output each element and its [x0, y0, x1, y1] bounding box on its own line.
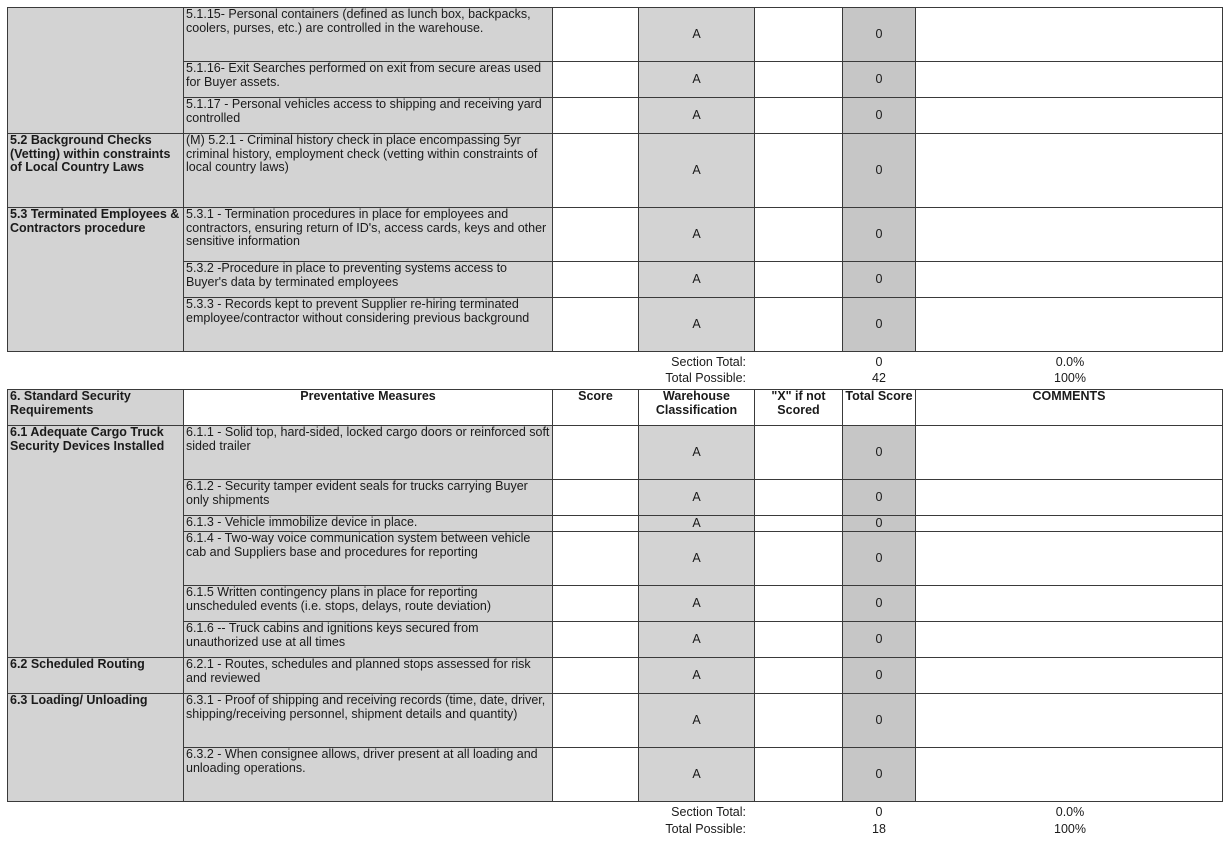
score-cell[interactable] [553, 532, 639, 586]
section-total-label: Section Total: [671, 805, 746, 819]
measure-cell: 6.2.1 - Routes, schedules and planned stops assessed for risk and reviewed [184, 658, 553, 694]
score-cell[interactable] [553, 262, 639, 298]
total-possible-percent: 100% [1054, 371, 1086, 385]
measure-cell: (M) 5.2.1 - Criminal history check in place encompassing 5yr criminal history, employment check (vetting within constraints of local country laws) [184, 134, 553, 208]
comments-cell[interactable] [916, 516, 1223, 532]
score-cell[interactable] [553, 658, 639, 694]
not-scored-cell[interactable] [755, 208, 843, 262]
table-row [8, 8, 1223, 62]
comments-cell[interactable] [916, 622, 1223, 658]
table-row [8, 208, 1223, 262]
table-row [8, 622, 1223, 658]
not-scored-cell[interactable] [755, 134, 843, 208]
score-cell[interactable] [553, 8, 639, 62]
total-score-cell: 0 [843, 532, 916, 586]
classification-cell: A [639, 8, 755, 62]
score-cell[interactable] [553, 622, 639, 658]
score-cell[interactable] [553, 134, 639, 208]
total-score-cell: 0 [843, 134, 916, 208]
total-score-cell: 0 [843, 586, 916, 622]
comments-cell[interactable] [916, 480, 1223, 516]
score-cell[interactable] [553, 298, 639, 352]
classification-cell: A [639, 658, 755, 694]
classification-cell: A [639, 748, 755, 802]
classification-cell: A [639, 586, 755, 622]
comments-cell[interactable] [916, 208, 1223, 262]
column-header-not-scored: "X" if not Scored [755, 390, 843, 426]
table-row [8, 426, 1223, 480]
not-scored-cell[interactable] [755, 586, 843, 622]
category-cell: 6.1 Adequate Cargo Truck Security Devices Installed [8, 426, 184, 658]
comments-cell[interactable] [916, 426, 1223, 480]
classification-cell: A [639, 426, 755, 480]
classification-cell: A [639, 134, 755, 208]
score-cell[interactable] [553, 208, 639, 262]
column-header-classification: Warehouse Classification [639, 390, 755, 426]
table-row [8, 262, 1223, 298]
total-score-cell: 0 [843, 298, 916, 352]
section-heading: 6. Standard Security Requirements [8, 390, 184, 426]
table-row [8, 532, 1223, 586]
table-row [8, 62, 1223, 98]
total-possible-value: 42 [872, 371, 886, 385]
comments-cell[interactable] [916, 98, 1223, 134]
classification-cell: A [639, 532, 755, 586]
comments-cell[interactable] [916, 532, 1223, 586]
section6-totals [0, 805, 1229, 839]
category-cell: 6.2 Scheduled Routing [8, 658, 184, 694]
measure-cell: 5.3.3 - Records kept to prevent Supplier re-hiring terminated employee/contractor without considering previous background [184, 298, 553, 352]
comments-cell[interactable] [916, 134, 1223, 208]
score-cell[interactable] [553, 480, 639, 516]
comments-cell[interactable] [916, 694, 1223, 748]
classification-cell: A [639, 98, 755, 134]
table-row [8, 480, 1223, 516]
not-scored-cell[interactable] [755, 262, 843, 298]
not-scored-cell[interactable] [755, 426, 843, 480]
measure-cell: 5.1.17 - Personal vehicles access to shipping and receiving yard controlled [184, 98, 553, 134]
column-header-total-score: Total Score [843, 390, 916, 426]
score-cell[interactable] [553, 516, 639, 532]
total-possible-label: Total Possible: [665, 822, 746, 836]
measure-cell: 6.3.1 - Proof of shipping and receiving records (time, date, driver, shipping/receiving personnel, shipment details and quantity) [184, 694, 553, 748]
measure-cell: 6.1.3 - Vehicle immobilize device in place. [184, 516, 553, 532]
table-row [8, 516, 1223, 532]
section-total-percent: 0.0% [1055, 805, 1085, 819]
not-scored-cell[interactable] [755, 62, 843, 98]
score-cell[interactable] [553, 748, 639, 802]
table-row [8, 586, 1223, 622]
table-row [8, 658, 1223, 694]
section5-table [7, 7, 1223, 352]
total-possible-label: Total Possible: [665, 371, 746, 385]
section-total-percent: 0.0% [1055, 355, 1085, 369]
score-cell[interactable] [553, 586, 639, 622]
not-scored-cell[interactable] [755, 516, 843, 532]
table-row [8, 98, 1223, 134]
classification-cell: A [639, 208, 755, 262]
table-row [8, 748, 1223, 802]
measure-cell: 6.1.4 - Two-way voice communication system between vehicle cab and Suppliers base and procedures for reporting [184, 532, 553, 586]
classification-cell: A [639, 62, 755, 98]
column-header-comments: COMMENTS [916, 390, 1223, 426]
section-total-label: Section Total: [671, 355, 746, 369]
total-score-cell: 0 [843, 426, 916, 480]
comments-cell[interactable] [916, 748, 1223, 802]
comments-cell[interactable] [916, 298, 1223, 352]
measure-cell: 5.3.1 - Termination procedures in place for employees and contractors, ensuring return of ID's, access cards, keys and other sensitive information [184, 208, 553, 262]
table-row [8, 134, 1223, 208]
measure-cell: 6.1.5 Written contingency plans in place for reporting unscheduled events (i.e. stops, delays, route deviation) [184, 586, 553, 622]
measure-cell: 6.1.2 - Security tamper evident seals for trucks carrying Buyer only shipments [184, 480, 553, 516]
total-score-cell: 0 [843, 480, 916, 516]
score-cell[interactable] [553, 694, 639, 748]
total-score-cell: 0 [843, 694, 916, 748]
score-cell[interactable] [553, 426, 639, 480]
column-header-measures: Preventative Measures [184, 390, 553, 426]
total-score-cell: 0 [843, 748, 916, 802]
not-scored-cell[interactable] [755, 748, 843, 802]
measure-cell: 6.1.6 -- Truck cabins and ignitions keys secured from unauthorized use at all times [184, 622, 553, 658]
not-scored-cell[interactable] [755, 98, 843, 134]
category-cell: 5.3 Terminated Employees & Contractors procedure [8, 208, 184, 352]
total-score-cell: 0 [843, 516, 916, 532]
classification-cell: A [639, 516, 755, 532]
comments-cell[interactable] [916, 658, 1223, 694]
comments-cell[interactable] [916, 8, 1223, 62]
comments-cell[interactable] [916, 62, 1223, 98]
total-score-cell: 0 [843, 98, 916, 134]
classification-cell: A [639, 694, 755, 748]
not-scored-cell[interactable] [755, 658, 843, 694]
comments-cell[interactable] [916, 586, 1223, 622]
classification-cell: A [639, 262, 755, 298]
total-score-cell: 0 [843, 262, 916, 298]
total-score-cell: 0 [843, 8, 916, 62]
table-row [8, 694, 1223, 748]
classification-cell: A [639, 622, 755, 658]
column-header-score: Score [553, 390, 639, 426]
comments-cell[interactable] [916, 262, 1223, 298]
classification-cell: A [639, 298, 755, 352]
measure-cell: 5.3.2 -Procedure in place to preventing systems access to Buyer's data by terminated employees [184, 262, 553, 298]
not-scored-cell[interactable] [755, 8, 843, 62]
section6-table [7, 389, 1223, 802]
total-score-cell: 0 [843, 622, 916, 658]
total-score-cell: 0 [843, 658, 916, 694]
section5-totals [0, 355, 1229, 385]
not-scored-cell[interactable] [755, 480, 843, 516]
classification-cell: A [639, 480, 755, 516]
measure-cell: 6.1.1 - Solid top, hard-sided, locked cargo doors or reinforced soft sided trailer [184, 426, 553, 480]
score-cell[interactable] [553, 62, 639, 98]
section-total-value: 0 [875, 805, 883, 819]
total-possible-percent: 100% [1054, 822, 1086, 836]
measure-cell: 5.1.16- Exit Searches performed on exit from secure areas used for Buyer assets. [184, 62, 553, 98]
table-row [8, 298, 1223, 352]
category-cell: 6.3 Loading/ Unloading [8, 694, 184, 802]
not-scored-cell[interactable] [755, 622, 843, 658]
category-cell [8, 8, 184, 134]
table-header-row [8, 390, 1223, 426]
total-possible-value: 18 [872, 822, 886, 836]
total-score-cell: 0 [843, 208, 916, 262]
total-score-cell: 0 [843, 62, 916, 98]
not-scored-cell[interactable] [755, 532, 843, 586]
not-scored-cell[interactable] [755, 298, 843, 352]
category-cell: 5.2 Background Checks (Vetting) within constraints of Local Country Laws [8, 134, 184, 208]
measure-cell: 5.1.15- Personal containers (defined as lunch box, backpacks, coolers, purses, etc.) are controlled in the warehouse. [184, 8, 553, 62]
not-scored-cell[interactable] [755, 694, 843, 748]
section-total-value: 0 [875, 355, 883, 369]
score-cell[interactable] [553, 98, 639, 134]
measure-cell: 6.3.2 - When consignee allows, driver present at all loading and unloading operations. [184, 748, 553, 802]
